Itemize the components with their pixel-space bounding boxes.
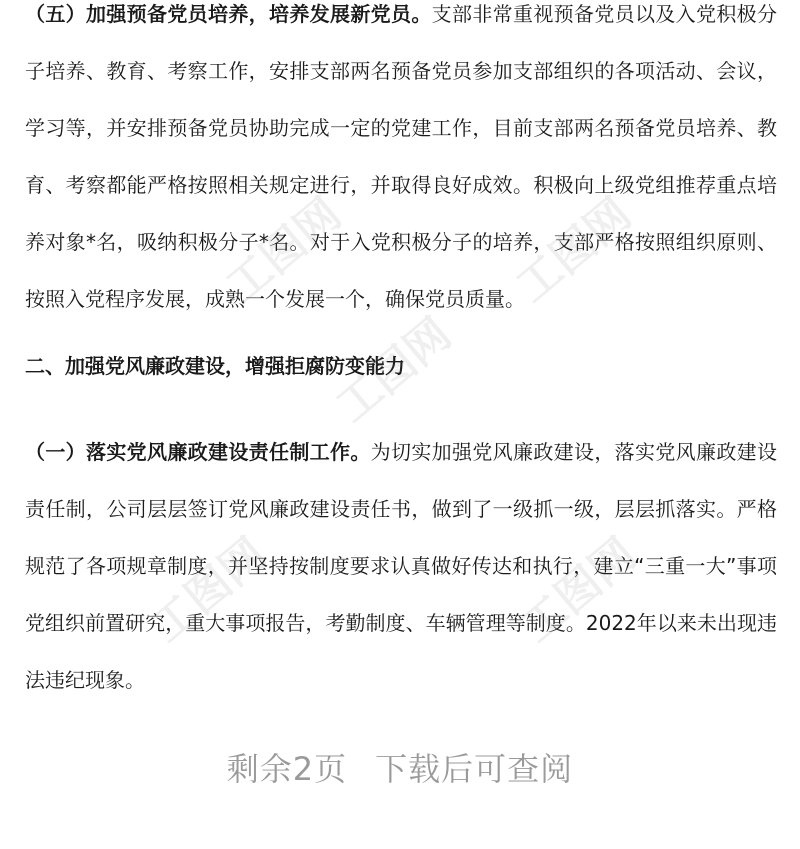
watermark: 工图网 (326, 308, 461, 433)
download-notice[interactable] (0, 744, 800, 790)
paragraph-body: 为切实加强党风廉政建设，落实党风廉政建设责任制，公司层层签订党风廉政建设责任书，做到了一级抓一级，层层抓落实。严格规范了各项规章制度，并坚持按制度要求认真做好传达和执行，建立“三重一大”事项党组织前置研究，重大事项报告，考勤制度、车辆管理等制度。2022年以来未出现违法违纪现象。 (25, 440, 778, 692)
paragraph-party-member-training (25, 0, 777, 328)
paragraph-anti-corruption (25, 424, 777, 709)
remaining-pages-label: 剩余2页 (226, 750, 348, 788)
download-to-view-label: 下载后可查阅 (375, 750, 574, 788)
watermark: 工图网 (216, 188, 351, 313)
watermark: 工图网 (141, 528, 276, 653)
watermark: 工图网 (506, 188, 641, 313)
paragraph-lead-heading: （一）落实党风廉政建设责任制工作。 (25, 440, 371, 464)
watermark: 工图网 (511, 528, 646, 653)
paragraph-lead-heading: （五）加强预备党员培养，培养发展新党员。 (25, 2, 432, 26)
paragraph-body: 支部非常重视预备党员以及入党积极分子培养、教育、考察工作，安排支部两名预备党员参加支部组织的各项活动、会议，学习等，并安排预备党员协助完成一定的党建工作，目前支部两名预备党员培养、教育、考察都能严格按照相关规定进行，并取得良好成效。积极向上级党组推荐重点培养对象*名，吸纳积极分子*名。对于入党积极分子的培养，支部严格按照组织原则、按照入党程序发展，成熟一个发展一个，确保党员质量。 (25, 2, 778, 311)
section-heading: 二、加强党风廉政建设，增强拒腐防变能力 (25, 354, 405, 378)
